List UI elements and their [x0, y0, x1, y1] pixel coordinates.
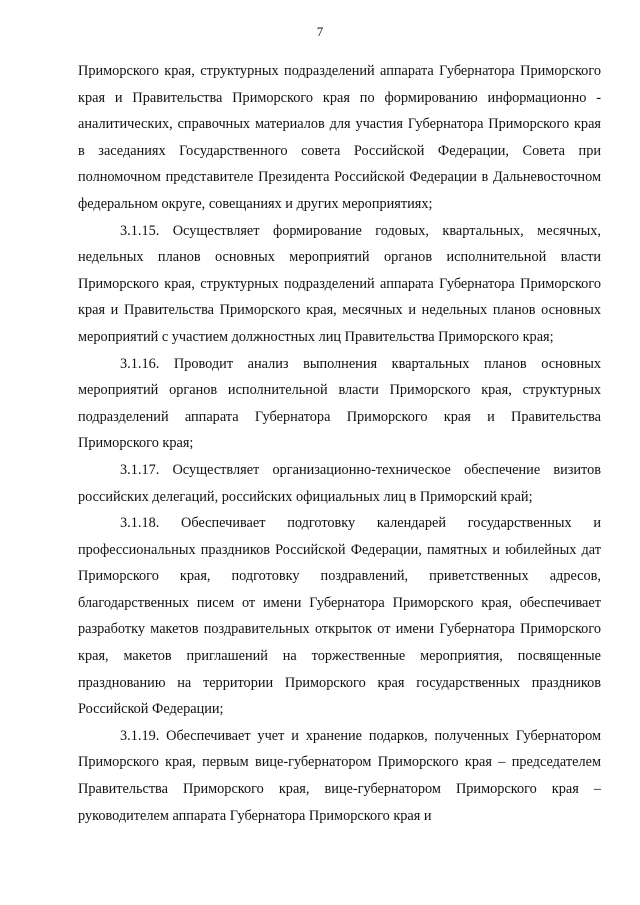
- paragraph-3-1-15: 3.1.15. Осуществляет формирование годовых, квартальных, месячных, недельных планов основных мероприятий органов исполнительной власти Приморского края, структурных подразделений аппарата Губернатора Приморского края и Правительства Приморского края, месячных и недельных планов основных мероприятий с участием должностных лиц Правительства Приморского края;: [78, 222, 601, 345]
- page-number: 7: [316, 24, 324, 39]
- document-body: [78, 58, 601, 829]
- paragraph-3-1-18: 3.1.18. Обеспечивает подготовку календарей государственных и профессиональных праздников Российской Федерации, памятных и юбилейных дат Приморского края, подготовку поздравлений, приветственных адресов, благодарственных писем от имени Губернатора Приморского края, обеспечивает разработку макетов поздравительных открыток от имени Губернатора Приморского края, макетов приглашений на торжественные мероприятия, посвященные празднованию на территории Приморского края государственных праздников Российской Федерации;: [78, 515, 601, 718]
- paragraph-3-1-17: 3.1.17. Осуществляет организационно-техническое обеспечение визитов российских делегаций, российских официальных лиц в Приморский край;: [78, 461, 601, 505]
- paragraph-3-1-16: 3.1.16. Проводит анализ выполнения квартальных планов основных мероприятий органов исполнительной власти Приморского края, структурных подразделений аппарата Губернатора Приморского края и Правительства Приморского края;: [78, 355, 601, 452]
- paragraph-continuation: Приморского края, структурных подразделений аппарата Губернатора Приморского края и Правительства Приморского края по формированию информационно - аналитических, справочных материалов для участия Губернатора Приморского края в заседаниях Государственного совета Российской Федерации, Совета при полномочном представителе Президента Российской Федерации в Дальневосточном федеральном округе, совещаниях и других мероприятиях;: [78, 63, 601, 212]
- paragraph-3-1-19: 3.1.19. Обеспечивает учет и хранение подарков, полученных Губернатором Приморского края, первым вице-губернатором Приморского края – председателем Правительства Приморского края, вице-губернатором Приморского края – руководителем аппарата Губернатора Приморского края и: [78, 727, 601, 824]
